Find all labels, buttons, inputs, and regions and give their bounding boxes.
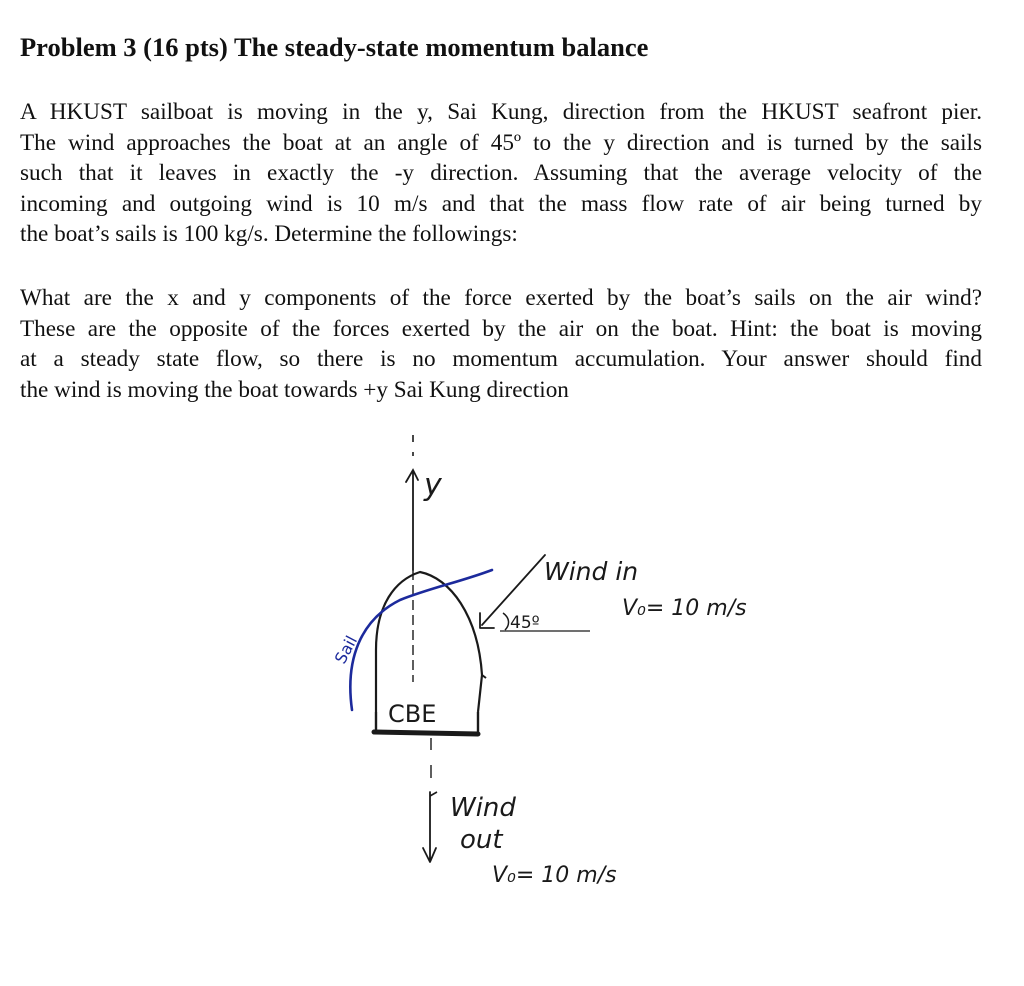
- sail-curve: [350, 570, 492, 710]
- question-line: What are the x and y components of the force exerted by the boat’s sails on the air wind?: [20, 285, 982, 311]
- wind-in-label: Wind in: [544, 557, 639, 586]
- statement-line: incoming and outgoing wind is 10 m/s and that the mass flow rate of air being turned by: [20, 190, 982, 217]
- problem-title: Problem 3 (16 pts) The steady-state momentum balance: [20, 32, 649, 62]
- wind-out-arrow: [423, 792, 436, 862]
- sail-label: Sail: [330, 632, 362, 667]
- wind-in-velocity: V₀= 10 m/s: [622, 596, 747, 621]
- boat-stern: [374, 732, 478, 734]
- question-paragraph: [20, 283, 982, 405]
- y-axis-arrow: [406, 470, 418, 570]
- question-line: at a steady state flow, so there is no momentum accumulation. Your answer should find: [20, 346, 982, 373]
- y-axis-label: y: [424, 468, 442, 503]
- angle-label: 45º: [510, 613, 540, 633]
- statement-line: A HKUST sailboat is moving in the y, Sai Kung, direction from the HKUST seafront pier.: [20, 99, 982, 125]
- statement-line: such that it leaves in exactly the -y direction. Assuming that the average velocity of the: [20, 160, 982, 187]
- statement-line: The wind approaches the boat at an angle of 45º to the y direction and is turned by the sails: [20, 129, 982, 156]
- boat-label: CBE: [388, 700, 437, 728]
- wind-out-arrow-tick: [430, 792, 437, 796]
- problem-statement-paragraph: [20, 97, 982, 250]
- wind-out-velocity: V₀= 10 m/s: [492, 863, 617, 888]
- sailboat-sketch: [300, 420, 747, 900]
- question-line: These are the opposite of the forces exerted by the air on the boat. Hint: the boat is moving: [20, 315, 982, 342]
- sailboat-diagram: [300, 420, 747, 900]
- wind-out-label-2: out: [460, 825, 503, 855]
- wind-out-label-1: Wind: [450, 793, 516, 823]
- statement-line: the boat’s sails is 100 kg/s. Determine the followings:: [20, 221, 518, 248]
- question-line: the wind is moving the boat towards +y Sai Kung direction: [20, 376, 569, 403]
- boat-hull: [376, 572, 482, 712]
- angle-arc: [503, 613, 509, 630]
